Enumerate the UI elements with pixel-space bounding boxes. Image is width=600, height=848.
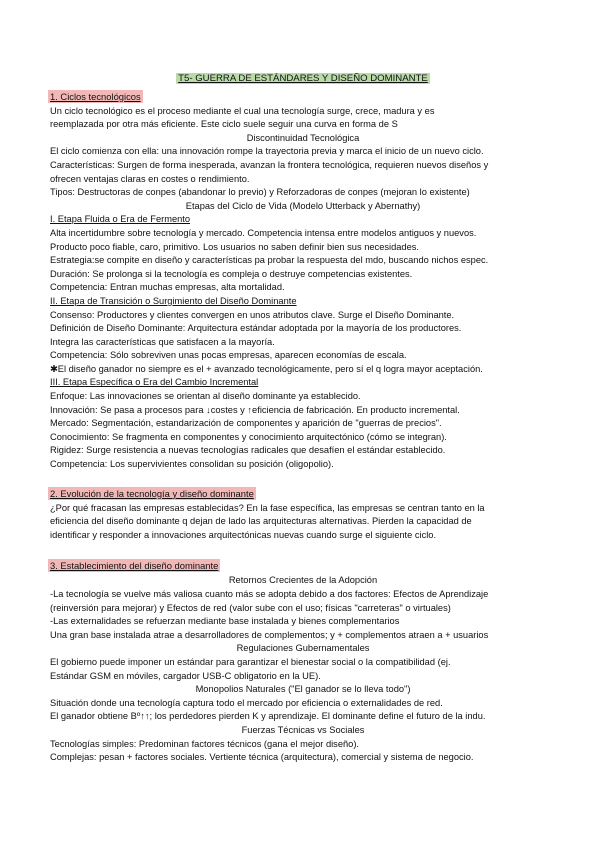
subheading-monopolios: Monopolios Naturales ("El ganador se lo lleva todo")	[195, 684, 411, 695]
paragraph-line: Competencia: Entran muchas empresas, alta mortalidad.	[50, 282, 285, 293]
section-1-heading: 1. Ciclos tecnológicos	[50, 90, 141, 102]
paragraph-line: Complejas: pesan + factores sociales. Vertiente técnica (arquitectura), comercial y sistema de negocio.	[50, 752, 474, 763]
paragraph-line: Estándar GSM en móviles, cargador USB-C obligatorio en la UE).	[50, 670, 321, 681]
paragraph-line: ¿Por qué fracasan las empresas establecidas? En la fase específica, las empresas se centran tanto en la	[50, 502, 485, 513]
paragraph-line: Competencia: Sólo sobreviven unas pocas empresas, aparecen economías de escala.	[50, 350, 407, 361]
paragraph-line: ofrecen ventajas claras en costes o rendimiento.	[50, 173, 250, 184]
paragraph-line: El gobierno puede imponer un estándar para garantizar el bienestar social o la compatibilidad (ej.	[50, 656, 451, 667]
paragraph-line: Definición de Diseño Dominante: Arquitectura estándar adoptada por la mayoría de los productores.	[50, 323, 462, 334]
stage-1-heading: I. Etapa Fluida o Era de Fermento	[50, 214, 191, 225]
subheading-etapas: Etapas del Ciclo de Vida (Modelo Utterback y Abernathy)	[185, 200, 421, 211]
paragraph-line: Producto poco fiable, caro, primitivo. Los usuarios no saben definir bien sus necesidades.	[50, 241, 419, 252]
subheading-regulaciones: Regulaciones Gubernamentales	[236, 643, 370, 654]
paragraph-line: (reinversión para mejorar) y Efectos de red (valor sube con el uso; físicas "carreteras" o virtuales)	[50, 602, 451, 613]
paragraph-line: Rigidez: Surge resistencia a nuevas tecnologías radicales que desafíen el estándar establecido.	[50, 445, 446, 456]
paragraph-line: Alta incertidumbre sobre tecnología y mercado. Competencia intensa entre modelos antiguos y nuevos.	[50, 227, 477, 238]
paragraph-line: eficiencia del diseño dominante q dejan de lado las arquitecturas alternativas. Pierden la capacidad de	[50, 516, 472, 527]
subheading-fuerzas: Fuerzas Técnicas vs Sociales	[241, 724, 365, 735]
paragraph-line: Integra las características que satisfacen a la mayoría.	[50, 336, 275, 347]
document-page	[50, 72, 556, 765]
paragraph-line: -Las externalidades se refuerzan mediante base instalada y bienes complementarios	[50, 616, 400, 627]
paragraph-line: Innovación: Se pasa a procesos para ↓costes y ↑eficiencia de fabricación. En producto incremental.	[50, 404, 460, 415]
paragraph-line: Una gran base instalada atrae a desarrolladores de complementos; y + complementos atraen a + usuarios	[50, 629, 489, 640]
paragraph-line: -La tecnología se vuelve más valiosa cuanto más se adopta debido a dos factores: Efectos de Aprendizaje	[50, 589, 489, 599]
section-3-heading: 3. Establecimiento del diseño dominante	[50, 560, 219, 572]
paragraph-line: identificar y responder a innovaciones arquitectónicas nuevas cuando surge el siguiente ciclo.	[50, 529, 437, 540]
paragraph-line: El ciclo comienza con ella: una innovación rompe la trayectoria previa y marca el inicio de un nuevo ciclo.	[50, 146, 484, 157]
paragraph-line: Mercado: Segmentación, estandarización de componentes y aparición de "guerras de precios".	[50, 418, 442, 429]
paragraph-line: Estrategia:se compite en diseño y características pa probar la respuesta del mdo, buscando nichos espec.	[50, 255, 489, 266]
subheading-retornos: Retornos Crecientes de la Adopción	[228, 575, 378, 586]
paragraph-line: Enfoque: Las innovaciones se orientan al diseño dominante ya establecido.	[50, 391, 361, 402]
paragraph-line: Un ciclo tecnológico es el proceso mediante el cual una tecnología surge, crece, madura y es	[50, 105, 435, 116]
section-2-heading: 2. Evolución de la tecnología y diseño dominante	[50, 487, 254, 499]
stage-3-heading: III. Etapa Específica o Era del Cambio Incremental	[50, 377, 259, 388]
paragraph-line: El ganador obtiene Bº↑↑; los perdedores pierden K y aprendizaje. El dominante define el futuro de la indu.	[50, 711, 486, 722]
paragraph-line: Situación donde una tecnología captura todo el mercado por eficiencia o externalidades de red.	[50, 697, 443, 708]
stage-2-heading: II. Etapa de Transición o Surgimiento del Diseño Dominante	[50, 295, 297, 306]
paragraph-line: Consenso: Productores y clientes convergen en unos atributos clave. Surge el Diseño Dominante.	[50, 309, 455, 320]
paragraph-line: ✱El diseño ganador no siempre es el + avanzado tecnológicamente, pero sí el q logra mayor aceptación.	[50, 363, 483, 374]
subheading-discontinuidad: Discontinuidad Tecnológica	[246, 132, 360, 143]
paragraph-line: Duración: Se prolonga si la tecnología es compleja o destruye competencias existentes.	[50, 268, 413, 279]
paragraph-line: Competencia: Los supervivientes consolidan su posición (oligopolio).	[50, 459, 334, 470]
paragraph-line: Tipos: Destructoras de conpes (abandonar lo previo) y Reforzadoras de conpes (mejoran lo existente)	[50, 187, 470, 198]
paragraph-line: reemplazada por otra más eficiente. Este ciclo suele seguir una curva en forma de S	[50, 119, 398, 130]
paragraph-line: Características: Surgen de forma inesperada, avanzan la frontera tecnológica, requieren nuevos diseños y	[50, 159, 489, 170]
paragraph-line: Conocimiento: Se fragmenta en componentes y conocimiento arquitectónico (cómo se integran).	[50, 431, 447, 442]
paragraph-line: Tecnologías simples: Predominan factores técnicos (gana el mejor diseño).	[50, 738, 360, 749]
document-title: T5- GUERRA DE ESTÁNDARES Y DISEÑO DOMINANTE	[178, 73, 428, 84]
